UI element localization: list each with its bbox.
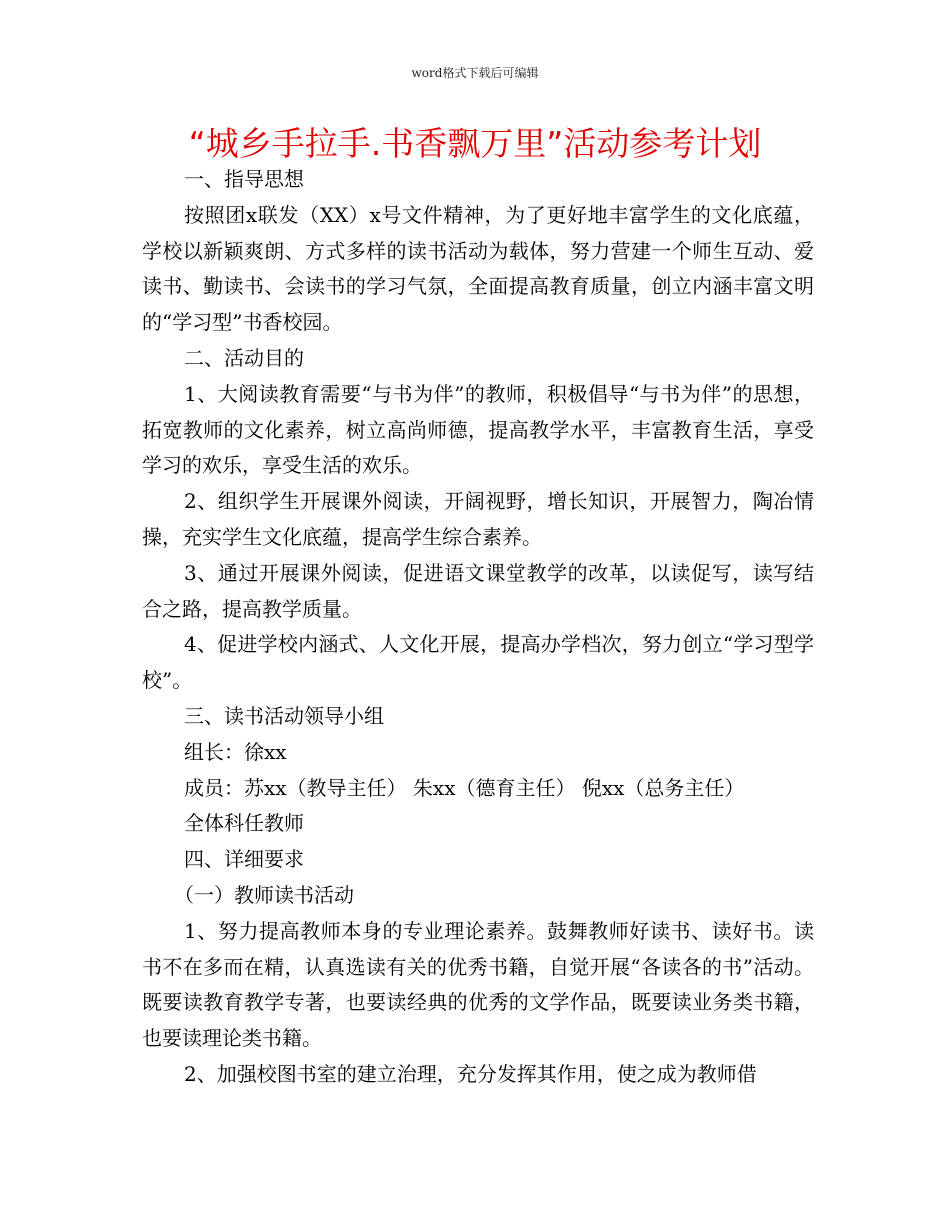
subsection-heading-teacher-reading: （一）教师读书活动 xyxy=(174,882,354,907)
paragraph-requirement-1: 1、努力提高教师本身的专业理论素养。鼓舞教师好读书、读好书。读书不在多而在精，认真选读有关的优秀书籍，自觉开展“各读各的书”活动。既要读教育教学专著，也要读经典的优秀的文学作品，既要读业务类书籍，也要读理论类书籍。 xyxy=(142,918,814,1051)
section-heading-activity-purpose: 二、活动目的 xyxy=(184,345,304,370)
section-heading-detailed-requirements: 四、详细要求 xyxy=(184,847,304,872)
header-note: word格式下载后可编辑 xyxy=(411,66,539,80)
section-heading-guiding-thought: 一、指导思想 xyxy=(184,167,304,191)
document-title: “城乡手拉手.书香飘万里”活动参考计划 xyxy=(188,124,762,163)
paragraph-purpose-2: 2、组织学生开展课外阅读，开阔视野，增长知识，开展智力，陶冶情操，充实学生文化底蕴，提高学生综合素养。 xyxy=(142,489,814,549)
paragraph-group-leader: 组长：徐xx xyxy=(184,739,287,764)
paragraph-purpose-4: 4、促进学校内涵式、人文化开展，提高办学档次，努力创立“学习型学校”。 xyxy=(142,632,814,693)
paragraph-group-members: 成员：苏xx（教导主任） 朱xx（德育主任） 倪xx（总务主任） xyxy=(184,775,745,800)
paragraph-purpose-3: 3、通过开展课外阅读，促进语文课堂教学的改革，以读促写，读写结合之路，提高教学质量。 xyxy=(142,560,814,621)
paragraph-requirement-2: 2、加强校图书室的建立治理，充分发挥其作用，使之成为教师借 xyxy=(184,1061,757,1086)
paragraph-guiding-thought: 按照团x联发（XX）x号文件精神，为了更好地丰富学生的文化底蕴，学校以新颖爽朗、方式多样的读书活动为载体，努力营建一个师生互动、爱读书、勤读书、会读书的学习气氛，全面提高教育质量，创立内涵丰富文明的“学习型”书香校园。 xyxy=(142,202,814,335)
document-body xyxy=(142,162,814,1093)
paragraph-purpose-1: 1、大阅读教育需要“与书为伴”的教师，积极倡导“与书为伴”的思想，拓宽教师的文化素养，树立高尚师德，提高教学水平，丰富教育生活，享受学习的欢乐，享受生活的欢乐。 xyxy=(142,381,814,478)
paragraph-all-teachers: 全体科任教师 xyxy=(184,811,304,836)
section-heading-leadership-group: 三、读书活动领导小组 xyxy=(184,703,384,728)
